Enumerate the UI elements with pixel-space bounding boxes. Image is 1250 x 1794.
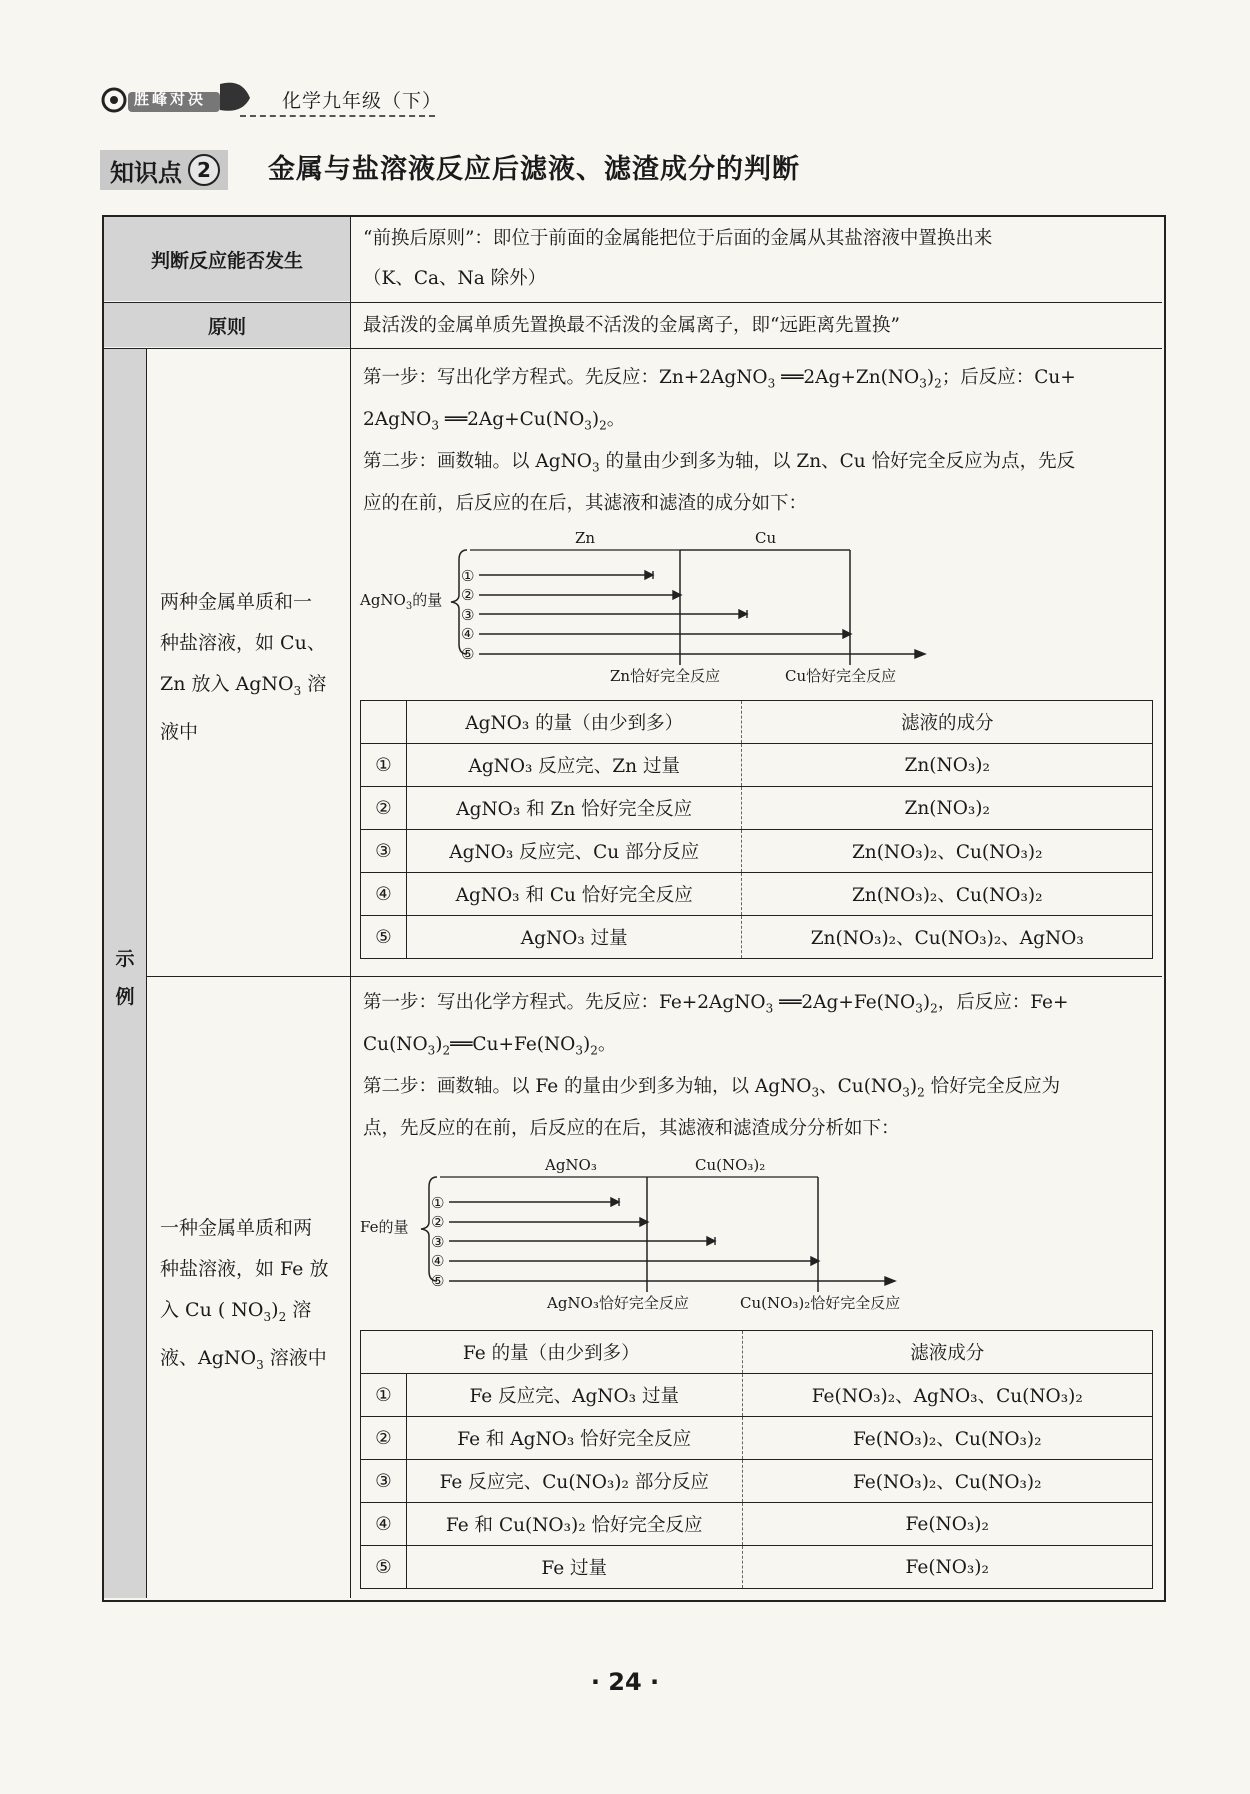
- table-cell: Zn(NO₃)₂、Cu(NO₃)₂: [742, 830, 1153, 873]
- table-row: [361, 830, 1153, 873]
- case2-label: [160, 1208, 345, 1386]
- case1-step2-line1: 第二步：画数轴。以 AgNO$_3$ 的量由少到多为轴，以 Zn、Cu 恰好完全反应为点，先反: [363, 451, 1076, 475]
- case2-axis-bottom-cuno3: Cu(NO₃)₂恰好完全反应: [740, 1294, 901, 1312]
- table-cell: AgNO₃ 反应完、Zn 过量: [406, 744, 742, 787]
- case2-label-line2: 种盐溶液，如 Fe 放: [160, 1258, 329, 1280]
- book-title: 化学九年级（下）: [282, 90, 443, 112]
- case2-step2-line1: 第二步：画数轴。以 Fe 的量由少到多为轴，以 AgNO$_3$、$Cu(NO_3)_2$ 恰好完全反应为: [363, 1076, 1061, 1100]
- case1-marker-4: ④: [461, 625, 475, 643]
- table-cell: Zn(NO₃)₂: [742, 787, 1153, 830]
- case2-marker-5: ⑤: [431, 1272, 445, 1290]
- table-cell: Fe 反应完、AgNO₃ 过量: [406, 1374, 742, 1417]
- table-cell: ③: [361, 830, 407, 873]
- table-cell: AgNO₃ 和 Zn 恰好完全反应: [406, 787, 742, 830]
- case1-label-line2: 种盐溶液，如 Cu、: [160, 632, 326, 654]
- table-row: [361, 701, 1153, 744]
- case1-axis-bottom-cu: Cu恰好完全反应: [785, 667, 897, 685]
- case2-label-line3: 入 Cu ( $NO_3)_2$ 溶: [160, 1299, 312, 1324]
- table-cell: Fe(NO₃)₂、Cu(NO₃)₂: [742, 1460, 1153, 1503]
- table-row: [361, 1331, 1153, 1374]
- table-cell: Zn(NO₃)₂: [742, 744, 1153, 787]
- table-cell: ⑤: [361, 916, 407, 959]
- case1-label: [160, 582, 345, 753]
- case2-marker-3: ③: [431, 1233, 445, 1251]
- table-cell: Fe 过量: [406, 1546, 742, 1589]
- case1-marker-3: ③: [461, 606, 475, 624]
- table-cell: ②: [361, 1417, 407, 1460]
- case2-axis-label: Fe的量: [360, 1218, 409, 1236]
- principle-label: 原则: [207, 315, 246, 338]
- badge-label: 知识点: [110, 158, 182, 187]
- case2-header-0: Fe 的量（由少到多）: [361, 1331, 743, 1374]
- example-label-2: 例: [115, 985, 135, 1008]
- case1-axis-top-cu: Cu: [755, 529, 777, 547]
- judge-text-line1: “前换后原则”：即位于前面的金属能把位于后面的金属从其盐溶液中置换出来: [363, 228, 993, 249]
- page-number: · 24 ·: [590, 1668, 660, 1696]
- case2-marker-1: ①: [431, 1194, 445, 1212]
- case1-marker-2: ②: [461, 586, 475, 604]
- case1-axis-top-zn: Zn: [575, 529, 596, 547]
- table-row: [361, 1417, 1153, 1460]
- table-cell: Zn(NO₃)₂、Cu(NO₃)₂: [742, 873, 1153, 916]
- case1-label-line1: 两种金属单质和一: [160, 591, 313, 613]
- table-cell: Fe(NO₃)₂: [742, 1503, 1153, 1546]
- case1-header-2: 滤液的成分: [742, 701, 1153, 744]
- table-cell: ②: [361, 787, 407, 830]
- table-row: [361, 916, 1153, 959]
- principle-text: 最活泼的金属单质先置换最不活泼的金属离子，即“远距离先置换”: [363, 315, 900, 336]
- case2-axis-bottom-agno3: AgNO₃恰好完全反应: [547, 1294, 689, 1312]
- table-row: [361, 873, 1153, 916]
- case2-step2-line2: 点，先反应的在前，后反应的在后，其滤液和滤渣成分分析如下：: [363, 1118, 900, 1139]
- book-logo: [100, 78, 270, 116]
- case2-axis-top-cuno3: Cu(NO₃)₂: [695, 1156, 766, 1174]
- judge-label: 判断反应能否发生: [150, 249, 303, 272]
- judge-text-line2: （K、Ca、Na 除外）: [363, 268, 547, 289]
- case1-table: [360, 700, 1153, 959]
- table-cell: AgNO₃ 过量: [406, 916, 742, 959]
- case1-marker-5: ⑤: [461, 645, 475, 663]
- case2-table: [360, 1330, 1153, 1589]
- case2-label-line4: 液、AgNO$_3$ 溶液中: [160, 1346, 327, 1372]
- case2-axis-diagram: [355, 1152, 935, 1317]
- case2-step1-line2: $Cu(NO_3)_2══Cu+Fe(NO_3)_2$。: [363, 1034, 617, 1058]
- case1-axis-label: AgNO$_3$的量: [360, 591, 443, 612]
- table-cell: ④: [361, 873, 407, 916]
- table-cell: AgNO₃ 和 Cu 恰好完全反应: [406, 873, 742, 916]
- table-row: [361, 1546, 1153, 1589]
- case1-label-line4: 液中: [160, 720, 199, 743]
- table-cell: Fe 和 Cu(NO₃)₂ 恰好完全反应: [406, 1503, 742, 1546]
- table-cell: AgNO₃ 反应完、Cu 部分反应: [406, 830, 742, 873]
- badge-number: 2: [188, 154, 220, 186]
- case1-step1-line2: 2AgNO$_3$ $══2Ag+Cu(NO_3)_2$。: [363, 409, 626, 433]
- table-cell: Zn(NO₃)₂、Cu(NO₃)₂、AgNO₃: [742, 916, 1153, 959]
- table-cell: ①: [361, 744, 407, 787]
- table-cell: Fe(NO₃)₂、AgNO₃、Cu(NO₃)₂: [742, 1374, 1153, 1417]
- example-label-1: 示: [115, 947, 135, 970]
- case1-marker-1: ①: [461, 567, 475, 585]
- table-cell: Fe 反应完、Cu(NO₃)₂ 部分反应: [406, 1460, 742, 1503]
- case1-axis-bottom-zn: Zn恰好完全反应: [610, 667, 721, 685]
- table-row: [361, 1503, 1153, 1546]
- case1-label-line3: Zn 放入 AgNO$_3$ 溶: [160, 673, 327, 698]
- header-divider: [240, 115, 435, 117]
- table-cell: ③: [361, 1460, 407, 1503]
- table-row: [361, 787, 1153, 830]
- table-cell: Fe 和 AgNO₃ 恰好完全反应: [406, 1417, 742, 1460]
- table-row: [361, 1374, 1153, 1417]
- case2-axis-top-agno3: AgNO₃: [545, 1156, 597, 1174]
- knowledge-point-badge: [100, 150, 228, 190]
- table-cell: Fe(NO₃)₂: [742, 1546, 1153, 1589]
- case1-header-1: AgNO₃ 的量（由少到多）: [406, 701, 742, 744]
- case2-step1-line1: 第一步：写出化学方程式。先反应：Fe+2AgNO$_3$ $══2Ag+Fe(NO_3)_2$，后反应：Fe+: [363, 992, 1069, 1016]
- case2-marker-4: ④: [431, 1252, 445, 1270]
- case1-axis-diagram: [355, 525, 935, 690]
- logo-text: 胜峰对决: [134, 90, 207, 108]
- table-cell: ⑤: [361, 1546, 407, 1589]
- table-row: [361, 744, 1153, 787]
- table-row: [361, 1460, 1153, 1503]
- case1-step2-line2: 应的在前，后反应的在后，其滤液和滤渣的成分如下：: [363, 493, 808, 514]
- case2-header-1: 滤液成分: [742, 1331, 1153, 1374]
- case1-header-0: [361, 701, 407, 744]
- table-cell: ①: [361, 1374, 407, 1417]
- case1-step1-line1: 第一步：写出化学方程式。先反应：Zn+2AgNO$_3$ $══2Ag+Zn(NO_3)_2$；后反应：Cu+: [363, 367, 1076, 391]
- table-cell: ④: [361, 1503, 407, 1546]
- case2-label-line1: 一种金属单质和两: [160, 1217, 313, 1239]
- case2-marker-2: ②: [431, 1213, 445, 1231]
- section-title: 金属与盐溶液反应后滤液、滤渣成分的判断: [268, 154, 800, 185]
- table-cell: Fe(NO₃)₂、Cu(NO₃)₂: [742, 1417, 1153, 1460]
